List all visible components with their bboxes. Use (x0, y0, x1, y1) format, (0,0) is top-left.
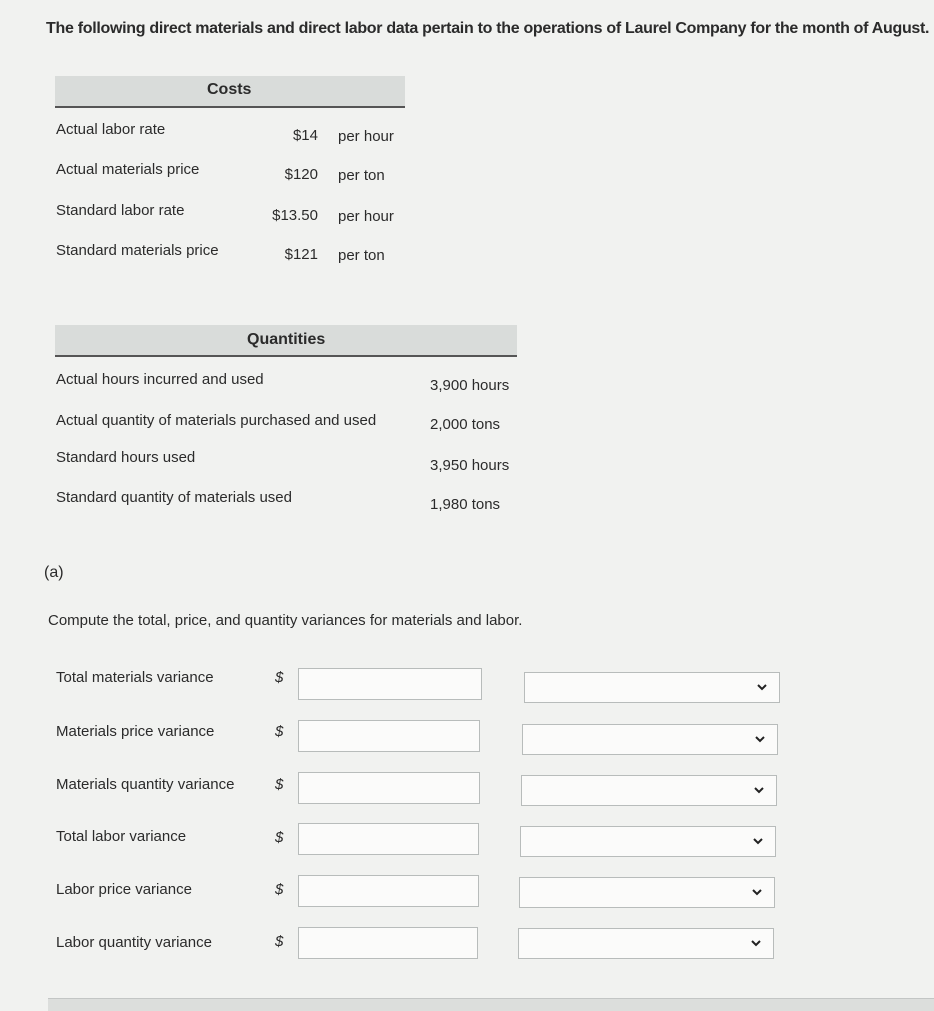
materials-quantity-variance-select[interactable] (521, 775, 777, 806)
total-materials-variance-select[interactable] (524, 672, 780, 703)
chevron-down-icon (755, 680, 769, 694)
total-labor-variance-input[interactable] (298, 823, 479, 855)
quantities-row-label: Standard quantity of materials used (56, 489, 292, 506)
intro-text: The following direct materials and direct labor data pertain to the operations of Laurel Company for the month of August. (46, 20, 930, 37)
quantities-row-label: Actual hours incurred and used (56, 371, 264, 388)
quantities-header-label: Quantities (247, 331, 326, 348)
costs-row-value: $121 (284, 246, 318, 263)
dollar-sign: $ (275, 776, 284, 793)
total-materials-variance-input[interactable] (298, 668, 482, 700)
quantities-table-header (55, 325, 517, 357)
quantities-row-value: 1,980 tons (430, 496, 501, 513)
quantities-row-label: Standard hours used (56, 449, 196, 466)
variance-label: Materials quantity variance (56, 776, 235, 793)
dollar-sign: $ (275, 933, 284, 950)
costs-row-value: $14 (292, 127, 318, 144)
dollar-sign: $ (275, 829, 284, 846)
costs-row-value: $13.50 (272, 207, 318, 224)
materials-quantity-variance-input[interactable] (298, 772, 480, 804)
instruction-text: Compute the total, price, and quantity variances for materials and labor. (48, 612, 523, 629)
chevron-down-icon (752, 783, 766, 797)
costs-row-unit: per ton (338, 167, 385, 184)
chevron-down-icon (753, 732, 767, 746)
costs-row-unit: per hour (338, 128, 394, 145)
labor-quantity-variance-input[interactable] (298, 927, 478, 959)
costs-table-header (55, 76, 405, 108)
costs-row-label: Actual materials price (56, 161, 200, 178)
variance-label: Total materials variance (56, 669, 214, 686)
chevron-down-icon (751, 834, 765, 848)
chevron-down-icon (750, 885, 764, 899)
materials-price-variance-input[interactable] (298, 720, 480, 752)
costs-row-label: Standard materials price (56, 242, 219, 259)
costs-row-value: $120 (284, 166, 318, 183)
variance-label: Total labor variance (56, 828, 187, 845)
costs-row-unit: per ton (338, 247, 385, 264)
chevron-down-icon (749, 936, 763, 950)
materials-price-variance-select[interactable] (522, 724, 778, 755)
labor-price-variance-input[interactable] (298, 875, 479, 907)
dollar-sign: $ (275, 669, 284, 686)
costs-row-unit: per hour (338, 208, 394, 225)
labor-price-variance-select[interactable] (519, 877, 775, 908)
part-label: (a) (44, 564, 64, 581)
variance-label: Labor price variance (56, 881, 192, 898)
quantities-row-value: 3,900 hours (430, 377, 510, 394)
labor-quantity-variance-select[interactable] (518, 928, 774, 959)
variance-label: Labor quantity variance (56, 934, 212, 951)
variance-label: Materials price variance (56, 723, 215, 740)
costs-row-label: Actual labor rate (56, 121, 166, 138)
dollar-sign: $ (275, 723, 284, 740)
costs-header-label: Costs (207, 81, 252, 98)
quantities-row-value: 3,950 hours (430, 457, 510, 474)
total-labor-variance-select[interactable] (520, 826, 776, 857)
bottom-panel-edge (48, 998, 934, 1011)
quantities-row-label: Actual quantity of materials purchased and used (56, 412, 377, 429)
dollar-sign: $ (275, 881, 284, 898)
costs-row-label: Standard labor rate (56, 202, 185, 219)
quantities-row-value: 2,000 tons (430, 416, 501, 433)
